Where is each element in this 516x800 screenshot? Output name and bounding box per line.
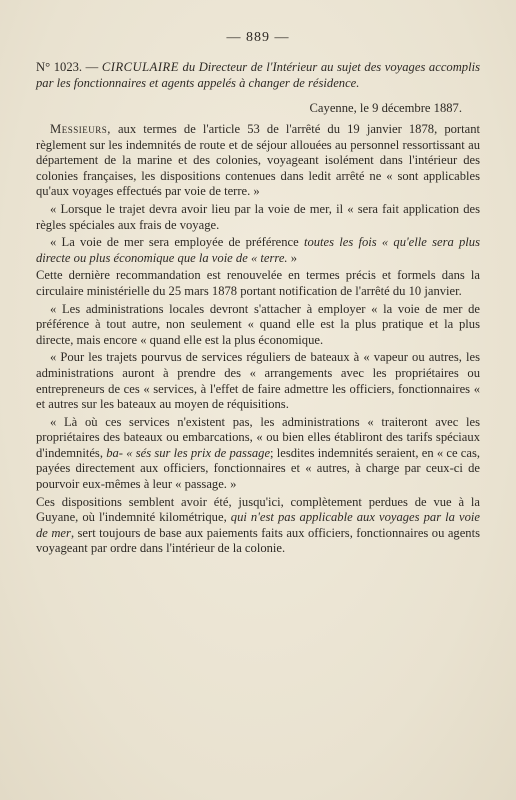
paragraph-3 xyxy=(36,235,480,266)
paragraph-7-text: « Là où ces services n'existent pas, les administrations « traiteront avec les propriétaires des bateaux ou embarcations, « ou bien elles établiront des tarifs spéciaux d'indemnités, xyxy=(36,414,480,460)
paragraph-8-emphasis: qui n'est pas applicable aux voyages par la voie de mer xyxy=(36,510,480,540)
circular-number: N° 1023. xyxy=(36,60,83,74)
paragraph-8-text: Ces dispositions semblent avoir été, jusqu'ici, complètement perdues de vue à la Guyane, où l'indemnité kilométrique, xyxy=(36,494,480,525)
paragraph-7-emphasis: ba- « sés sur les prix de passage xyxy=(106,445,271,460)
paragraph-4: Cette dernière recommandation est renouvelée en termes précis et formels dans la circulaire ministérielle du 25 mars 1878 portant notification de l'arrêté du 10 janvier. xyxy=(36,268,480,298)
circular-body xyxy=(36,122,480,557)
paragraph-8-end: , sert toujours de base aux paiements faits aux officiers, fonctionnaires ou agents voyageant par ordre dans l'intérieur de la colonie. xyxy=(36,525,481,556)
paragraph-3-text: « La voie de mer sera employée de préférence xyxy=(50,235,304,250)
paragraph-1-text: aux termes de l'article 53 de l'arrêté du 19 janvier 1878, portant règlement sur les indemnités de route et de séjour allouées au personnel ressortissant au département de la marine et des colonies, voyageant isolément dans l'intérieur des colonies françaises, les dispositions contenues dans ledit arrêté ne « sont applicables qu'aux voyages effectués par voie de terre. » xyxy=(36,122,480,199)
circular-title-rest: du Directeur de l'Intérieur au sujet des voyages accomplis par les fonctionnaires et agents appelés à changer de résidence. xyxy=(36,60,481,90)
paragraph-1 xyxy=(36,122,480,200)
paragraph-7-end: ; lesdites indemnités seraient, en « ce cas, payées directement aux officiers, fonctionnaires et « autres, à charge par ceux-ci de pourvoir eux-mêmes à leur « passage. » xyxy=(36,445,480,492)
paragraph-3-end: » xyxy=(287,250,298,265)
heading-dash: — xyxy=(82,60,102,74)
page-number: — 889 — xyxy=(226,30,290,45)
paragraph-2: « Lorsque le trajet devra avoir lieu par la voie de mer, il « sera fait application des règles spéciales aux frais de voyage. xyxy=(36,201,480,232)
paragraph-7 xyxy=(36,415,480,493)
paragraph-3-emphasis: toutes les fois « qu'elle sera plus directe ou plus économique que la voie de « terre. xyxy=(36,235,480,265)
circular-title-word: CIRCULAIRE xyxy=(101,60,179,74)
dateline: Cayenne, le 9 décembre 1887. xyxy=(309,101,462,115)
salutation: Messieurs, xyxy=(50,122,111,136)
paragraph-5: « Les administrations locales devront s'attacher à employer « la voie de mer de préférence à tout autre, non seulement « quand elle est la plus pratique et la plus directe, mais encore « quand elle est la plus économique. xyxy=(36,301,480,347)
circular-heading xyxy=(36,60,480,91)
paragraph-6: « Pour les trajets pourvus de services réguliers de bateaux à « vapeur ou autres, les administrations auront à prendre des « arrangements avec les propriétaires ou entrepreneurs de ces « services, à l'effet de faire admettre les officiers, fonctionnaires « et autres sur les bateaux au moyen de réquisitions. xyxy=(36,350,480,412)
paragraph-8 xyxy=(36,495,480,557)
